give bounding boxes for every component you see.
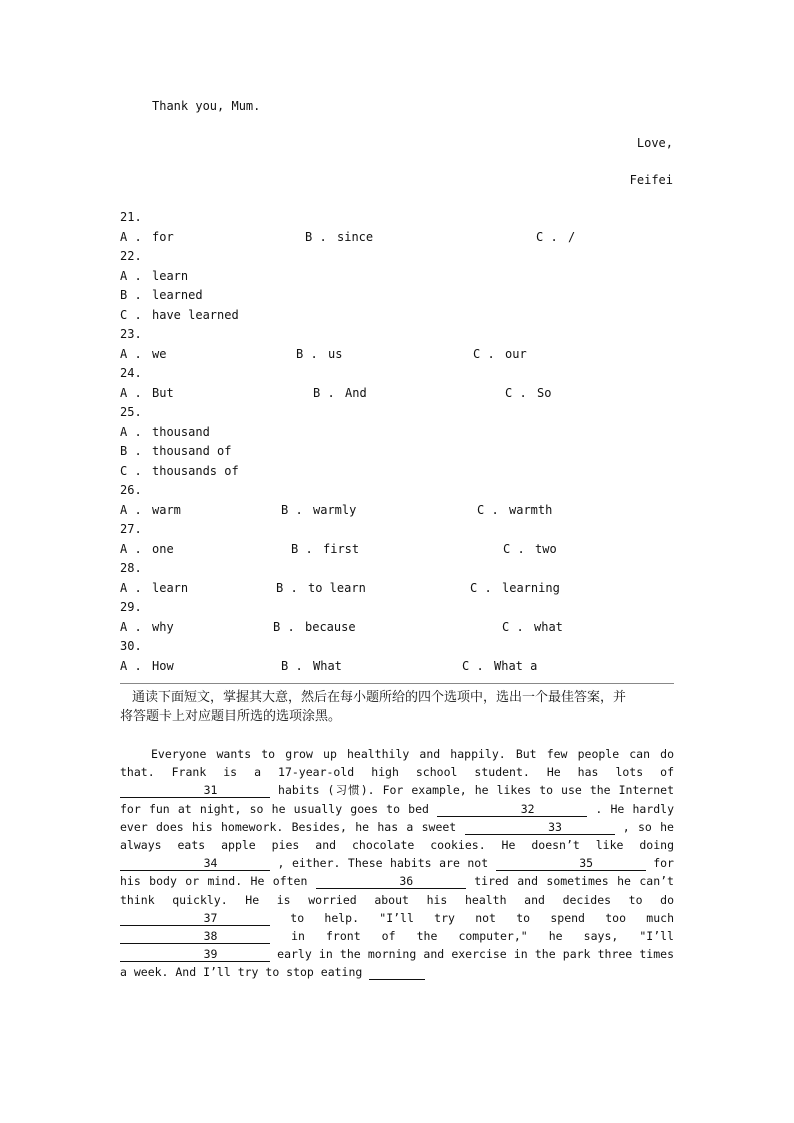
option-b	[120, 288, 203, 302]
option-c	[477, 503, 552, 517]
option-text: because	[305, 619, 356, 634]
option-c	[505, 386, 551, 400]
option-label: C .	[473, 346, 495, 361]
letter-thanks: Thank you, Mum.	[152, 99, 261, 113]
option-text: first	[323, 541, 360, 556]
option-label: A .	[120, 619, 142, 634]
section-instruction-line-2: 将答题卡上对应题目所选的选项涂黑。	[120, 709, 342, 724]
option-text: So	[537, 385, 552, 400]
option-text: What	[313, 658, 342, 673]
option-a	[120, 542, 174, 556]
option-a	[120, 425, 210, 439]
option-label: C .	[120, 307, 142, 322]
option-label: B .	[291, 541, 313, 556]
option-b	[313, 386, 367, 400]
option-text: since	[337, 229, 374, 244]
option-label: A .	[120, 424, 142, 439]
passage-text: in front of the computer," he says, "I’ll	[291, 929, 674, 944]
option-label: A .	[120, 229, 142, 244]
option-b	[305, 230, 373, 244]
passage-text: for his body or mind. He often	[120, 856, 674, 889]
passage-text: to help. "I’ll try not to spend too much	[290, 910, 674, 925]
passage-text: tired and sometimes he can’t think quickly. He is worried about his health and decides to do	[120, 874, 674, 907]
option-c	[502, 620, 563, 634]
option-text: what	[534, 619, 563, 634]
option-c	[470, 581, 560, 595]
option-text: learn	[152, 580, 189, 595]
option-a	[120, 659, 174, 673]
option-label: C .	[536, 229, 558, 244]
option-text: warmly	[313, 502, 357, 517]
blank-31: 31	[120, 784, 270, 798]
option-b	[276, 581, 366, 595]
option-text: learning	[502, 580, 560, 595]
option-text: for	[152, 229, 174, 244]
option-label: C .	[502, 619, 524, 634]
question-number: 27.	[120, 522, 142, 536]
blank-36: 36	[316, 875, 466, 889]
option-label: C .	[462, 658, 484, 673]
option-text: our	[505, 346, 527, 361]
passage-text: habits (习惯). For example, he likes to use the Internet for fun at night, so he usually goes to bed	[120, 783, 674, 816]
option-text: to learn	[308, 580, 366, 595]
option-label: C .	[477, 502, 499, 517]
option-c	[120, 308, 239, 322]
option-text: What a	[494, 658, 538, 673]
blank-39: 39	[120, 948, 270, 962]
option-c	[536, 230, 575, 244]
option-a	[120, 230, 174, 244]
option-label: C .	[505, 385, 527, 400]
question-number: 21.	[120, 210, 142, 224]
option-b	[291, 542, 359, 556]
option-b	[120, 444, 231, 458]
passage-text: early in the morning and exercise in the park three times a week. And I’ll try to stop eating	[120, 947, 674, 980]
question-number: 26.	[120, 483, 142, 497]
option-a	[120, 503, 181, 517]
option-text: why	[152, 619, 174, 634]
blank-37: 37	[120, 912, 270, 926]
blank-33: 33	[465, 821, 615, 835]
option-label: A .	[120, 502, 142, 517]
option-label: C .	[120, 463, 142, 478]
question-number: 25.	[120, 405, 142, 419]
option-label: A .	[120, 580, 142, 595]
passage-text: , so he always eats apple pies and chocolate cookies. He doesn’t like doing	[120, 819, 674, 853]
option-a	[120, 386, 174, 400]
passage-text: Everyone wants to grow up healthily and happily. But few people can do that. Frank is a 17-year-old high school student. He has lots of	[120, 747, 674, 780]
passage-text: . He hardly ever does his homework. Besides, he has a sweet	[120, 801, 675, 834]
option-a	[120, 620, 174, 634]
question-number: 29.	[120, 600, 142, 614]
option-c	[473, 347, 527, 361]
passage-text: , either. These habits are not	[277, 856, 489, 871]
blank-38: 38	[120, 930, 270, 944]
option-text: learn	[152, 268, 189, 283]
option-label: B .	[281, 502, 303, 517]
option-b	[281, 503, 356, 517]
option-text: warmth	[509, 502, 553, 517]
option-text: have learned	[152, 307, 239, 322]
option-label: C .	[503, 541, 525, 556]
option-c	[462, 659, 537, 673]
option-label: A .	[120, 541, 142, 556]
option-label: B .	[276, 580, 298, 595]
option-c	[503, 542, 557, 556]
option-label: C .	[470, 580, 492, 595]
reading-passage	[120, 745, 674, 982]
option-text: learned	[152, 288, 203, 302]
option-b	[273, 620, 356, 634]
section-instruction-line-1: 通读下面短文，掌握其大意，然后在每小题所给的四个选项中，选出一个最佳答案，并	[132, 690, 627, 705]
option-a	[120, 347, 166, 361]
option-b	[296, 347, 342, 361]
letter-signature: Feifei	[629, 173, 673, 187]
question-number: 22.	[120, 249, 142, 263]
option-b	[281, 659, 342, 673]
blank-32: 32	[437, 803, 587, 817]
question-number: 30.	[120, 639, 142, 653]
option-label: B .	[120, 444, 142, 458]
option-label: A .	[120, 385, 142, 400]
option-a	[120, 269, 188, 283]
option-label: A .	[120, 346, 142, 361]
letter-closing: Love,	[636, 136, 673, 150]
option-text: But	[152, 385, 174, 400]
option-label: B .	[296, 346, 318, 361]
option-text: /	[568, 229, 576, 244]
option-label: B .	[273, 619, 295, 634]
blank-34: 34	[120, 857, 270, 871]
blank-40	[369, 966, 425, 980]
option-label: A .	[120, 658, 142, 673]
question-number: 24.	[120, 366, 142, 380]
blank-35: 35	[496, 857, 646, 871]
option-c	[120, 464, 239, 478]
option-text: And	[345, 385, 367, 400]
question-number: 28.	[120, 561, 142, 575]
option-text: thousands of	[152, 463, 239, 478]
option-a	[120, 581, 188, 595]
option-text: one	[152, 541, 174, 556]
option-label: B .	[281, 658, 303, 673]
option-label: B .	[120, 288, 142, 302]
option-text: us	[328, 346, 343, 361]
option-text: How	[152, 658, 174, 673]
question-number: 23.	[120, 327, 142, 341]
option-label: B .	[305, 229, 327, 244]
option-text: thousand	[152, 424, 210, 439]
option-text: warm	[152, 502, 181, 517]
option-label: A .	[120, 268, 142, 283]
option-text: thousand of	[152, 444, 232, 458]
option-label: B .	[313, 385, 335, 400]
option-text: we	[152, 346, 167, 361]
option-text: two	[535, 541, 557, 556]
section-divider	[120, 683, 674, 684]
